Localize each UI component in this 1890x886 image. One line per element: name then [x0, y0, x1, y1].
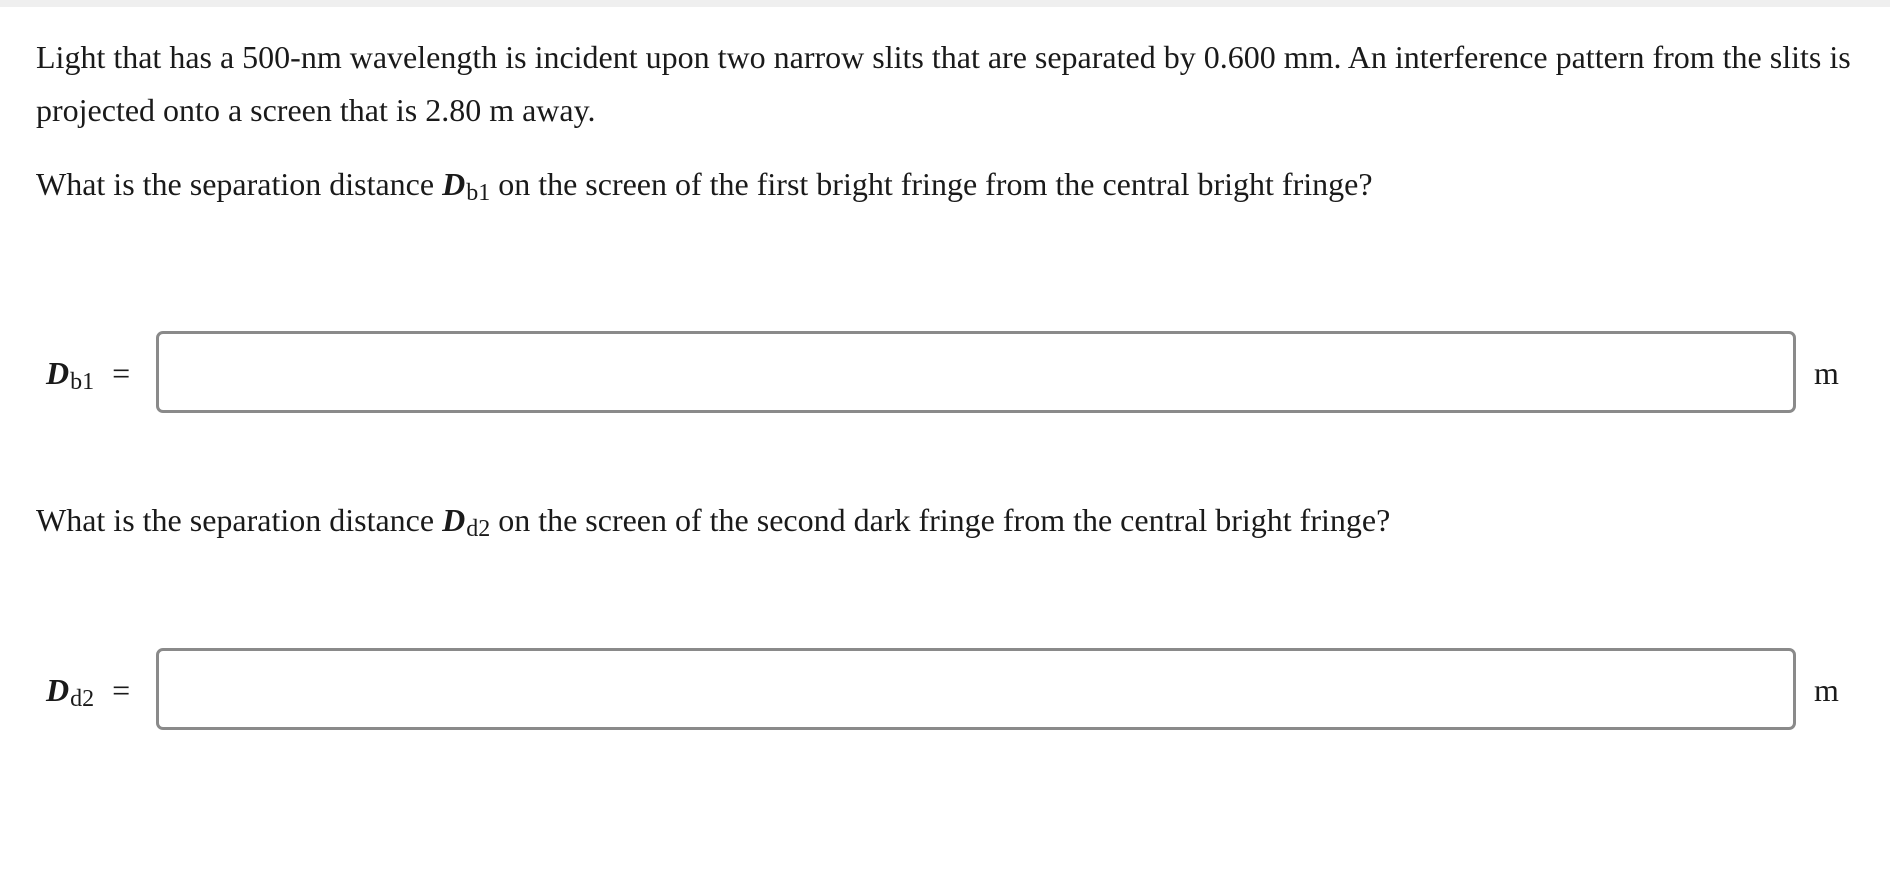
problem-container [36, 7, 1856, 712]
question-1-subscript: b1 [466, 180, 491, 206]
question-2-subscript: d2 [466, 516, 491, 542]
answer-2-equals: = [112, 672, 131, 708]
problem-statement: Light that has a 500-nm wavelength is incident upon two narrow slits that are separated by 0.600 mm. An interference pattern from the slits is projected onto a screen that is 2.80 m away. [36, 39, 1851, 128]
answer-1-subscript: b1 [70, 369, 95, 395]
answer-2-subscript: d2 [70, 686, 95, 712]
answer-1-label [46, 353, 130, 402]
question-2-variable: $D_{d2}$ [442, 502, 491, 542]
question-2-suffix: on the screen of the second dark fringe from the central bright fringe? [490, 502, 1391, 538]
answer-2-unit: m [1814, 672, 1839, 708]
answer-2-label [46, 670, 130, 719]
answer-1-equals: = [112, 355, 131, 391]
question-1-text [36, 164, 1373, 213]
answer-row-1 [36, 331, 1856, 417]
answer-2-variable: $D_{d2}$ [46, 672, 95, 712]
question-2-prefix: What is the separation distance [36, 502, 443, 538]
answer-1-unit: m [1814, 355, 1839, 391]
question-2-text [36, 500, 1390, 549]
question-1-prefix: What is the separation distance [36, 166, 443, 202]
question-1-suffix: on the screen of the first bright fringe from the central bright fringe? [490, 166, 1373, 202]
answer-1-variable: $D_{b1}$ [46, 355, 95, 395]
answer-2-input[interactable] [156, 648, 1796, 730]
question-1-variable: $D_{b1}$ [442, 166, 491, 206]
answer-1-input[interactable] [156, 331, 1796, 413]
top-border-strip [0, 0, 1890, 7]
answer-row-2 [36, 648, 1856, 734]
